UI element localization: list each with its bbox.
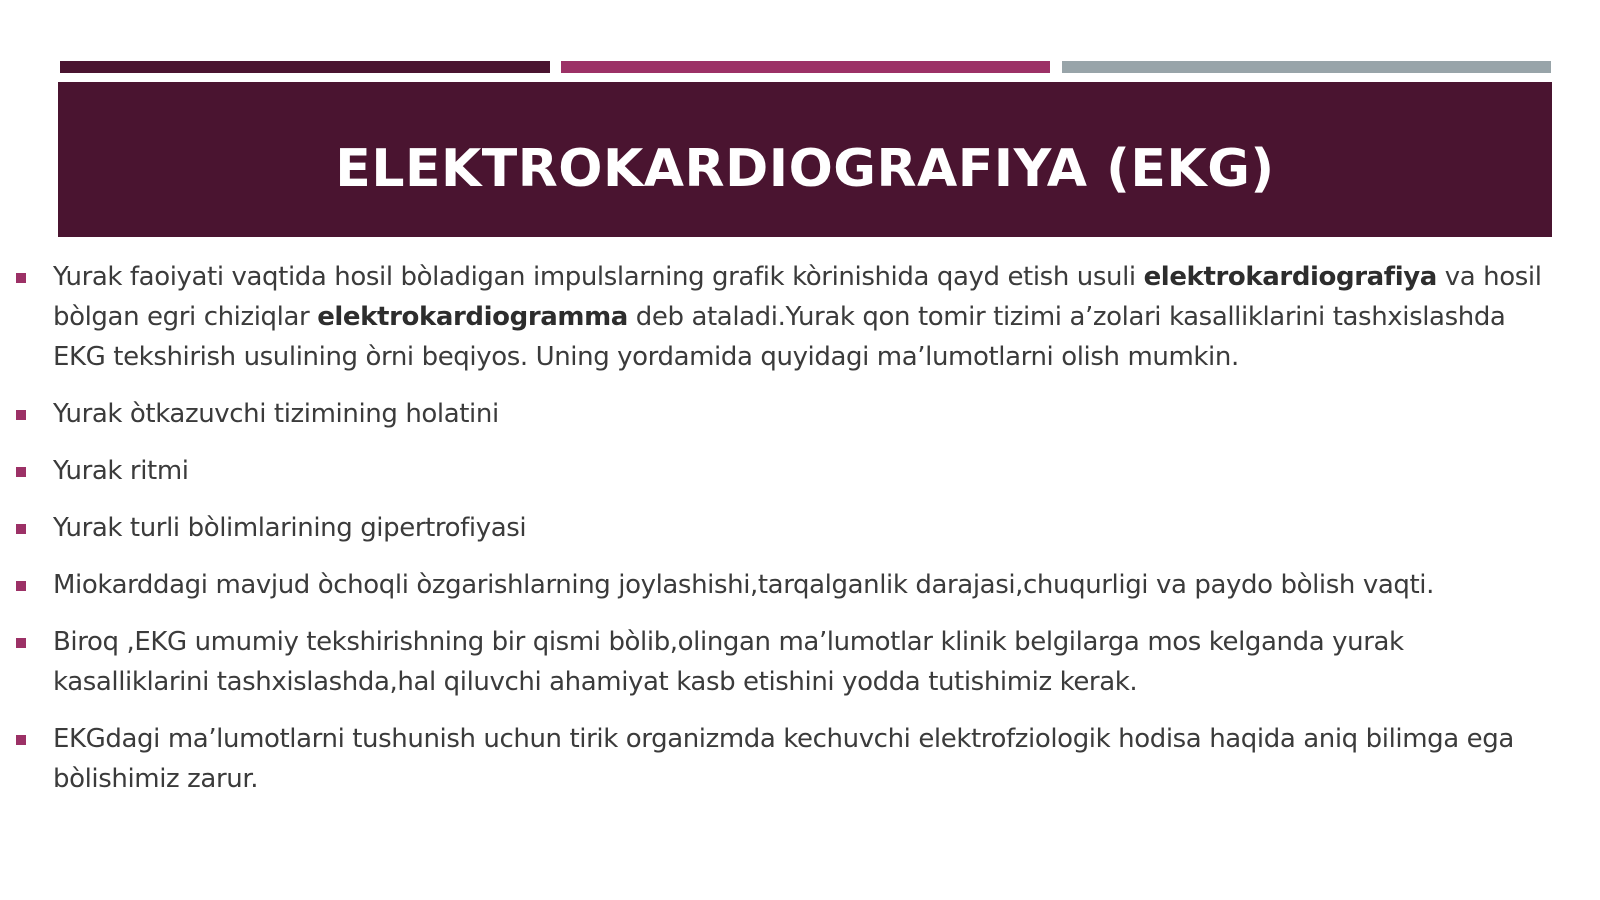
bold-term: elektrokardiogramma: [317, 302, 628, 332]
bullet-item: [14, 257, 1554, 377]
bullet-text: Yurak turli bòlimlarining gipertrofiyasi: [53, 513, 527, 543]
bullet-item: [14, 394, 1554, 434]
title-banner: [58, 82, 1552, 237]
bullet-text: Yurak ritmi: [53, 456, 189, 486]
accent-bar-magenta: [561, 61, 1050, 73]
bullet-text: Yurak òtkazuvchi tizimining holatini: [53, 399, 499, 429]
bullet-square-icon: [16, 581, 26, 591]
bullet-list: [14, 257, 1554, 816]
accent-bar-gray: [1062, 61, 1551, 73]
accent-bar-dark: [60, 61, 550, 73]
bullet-square-icon: [16, 638, 26, 648]
bullet-square-icon: [16, 273, 26, 283]
bullet-text: Yurak faoiyati vaqtida hosil bòladigan impulslarning grafik kòrinishida qayd etish usuli: [53, 262, 1144, 292]
bullet-square-icon: [16, 467, 26, 477]
bullet-text: deb ataladi.Yurak qon tomir tizimi a’zolari kasalliklarini tashxislashda EKG tekshirish usulining òrni beqiyos. Uning yordamida quyidagi ma’lumotlarni olish mumkin.: [53, 302, 1506, 372]
bullet-item: [14, 508, 1554, 548]
bullet-text: EKGdagi ma’lumotlarni tushunish uchun tirik organizmda kechuvchi elektrofziologik hodisa haqida aniq bilimga ega bòlishimiz zarur.: [53, 724, 1514, 794]
bullet-text: Miokarddagi mavjud òchoqli òzgarishlarning joylashishi,tarqalganlik darajasi,chuqurligi va paydo bòlish vaqti.: [53, 570, 1434, 600]
slide-title: ELEKTROKARDIOGRAFIYA (EKG): [335, 138, 1275, 199]
bullet-item: [14, 451, 1554, 491]
bullet-text: Biroq ,EKG umumiy tekshirishning bir qismi bòlib,olingan ma’lumotlar klinik belgilarga mos kelganda yurak kasalliklarini tashxislashda,hal qiluvchi ahamiyat kasb etishini yodda tutishimiz kerak.: [53, 627, 1404, 697]
bullet-item: [14, 719, 1554, 799]
bullet-item: [14, 565, 1554, 605]
bullet-square-icon: [16, 735, 26, 745]
bullet-item: [14, 622, 1554, 702]
bold-term: elektrokardiografiya: [1143, 262, 1437, 292]
bullet-text: va hosil bòlgan egri chiziqlar: [53, 262, 1542, 332]
bullet-square-icon: [16, 410, 26, 420]
bullet-square-icon: [16, 524, 26, 534]
